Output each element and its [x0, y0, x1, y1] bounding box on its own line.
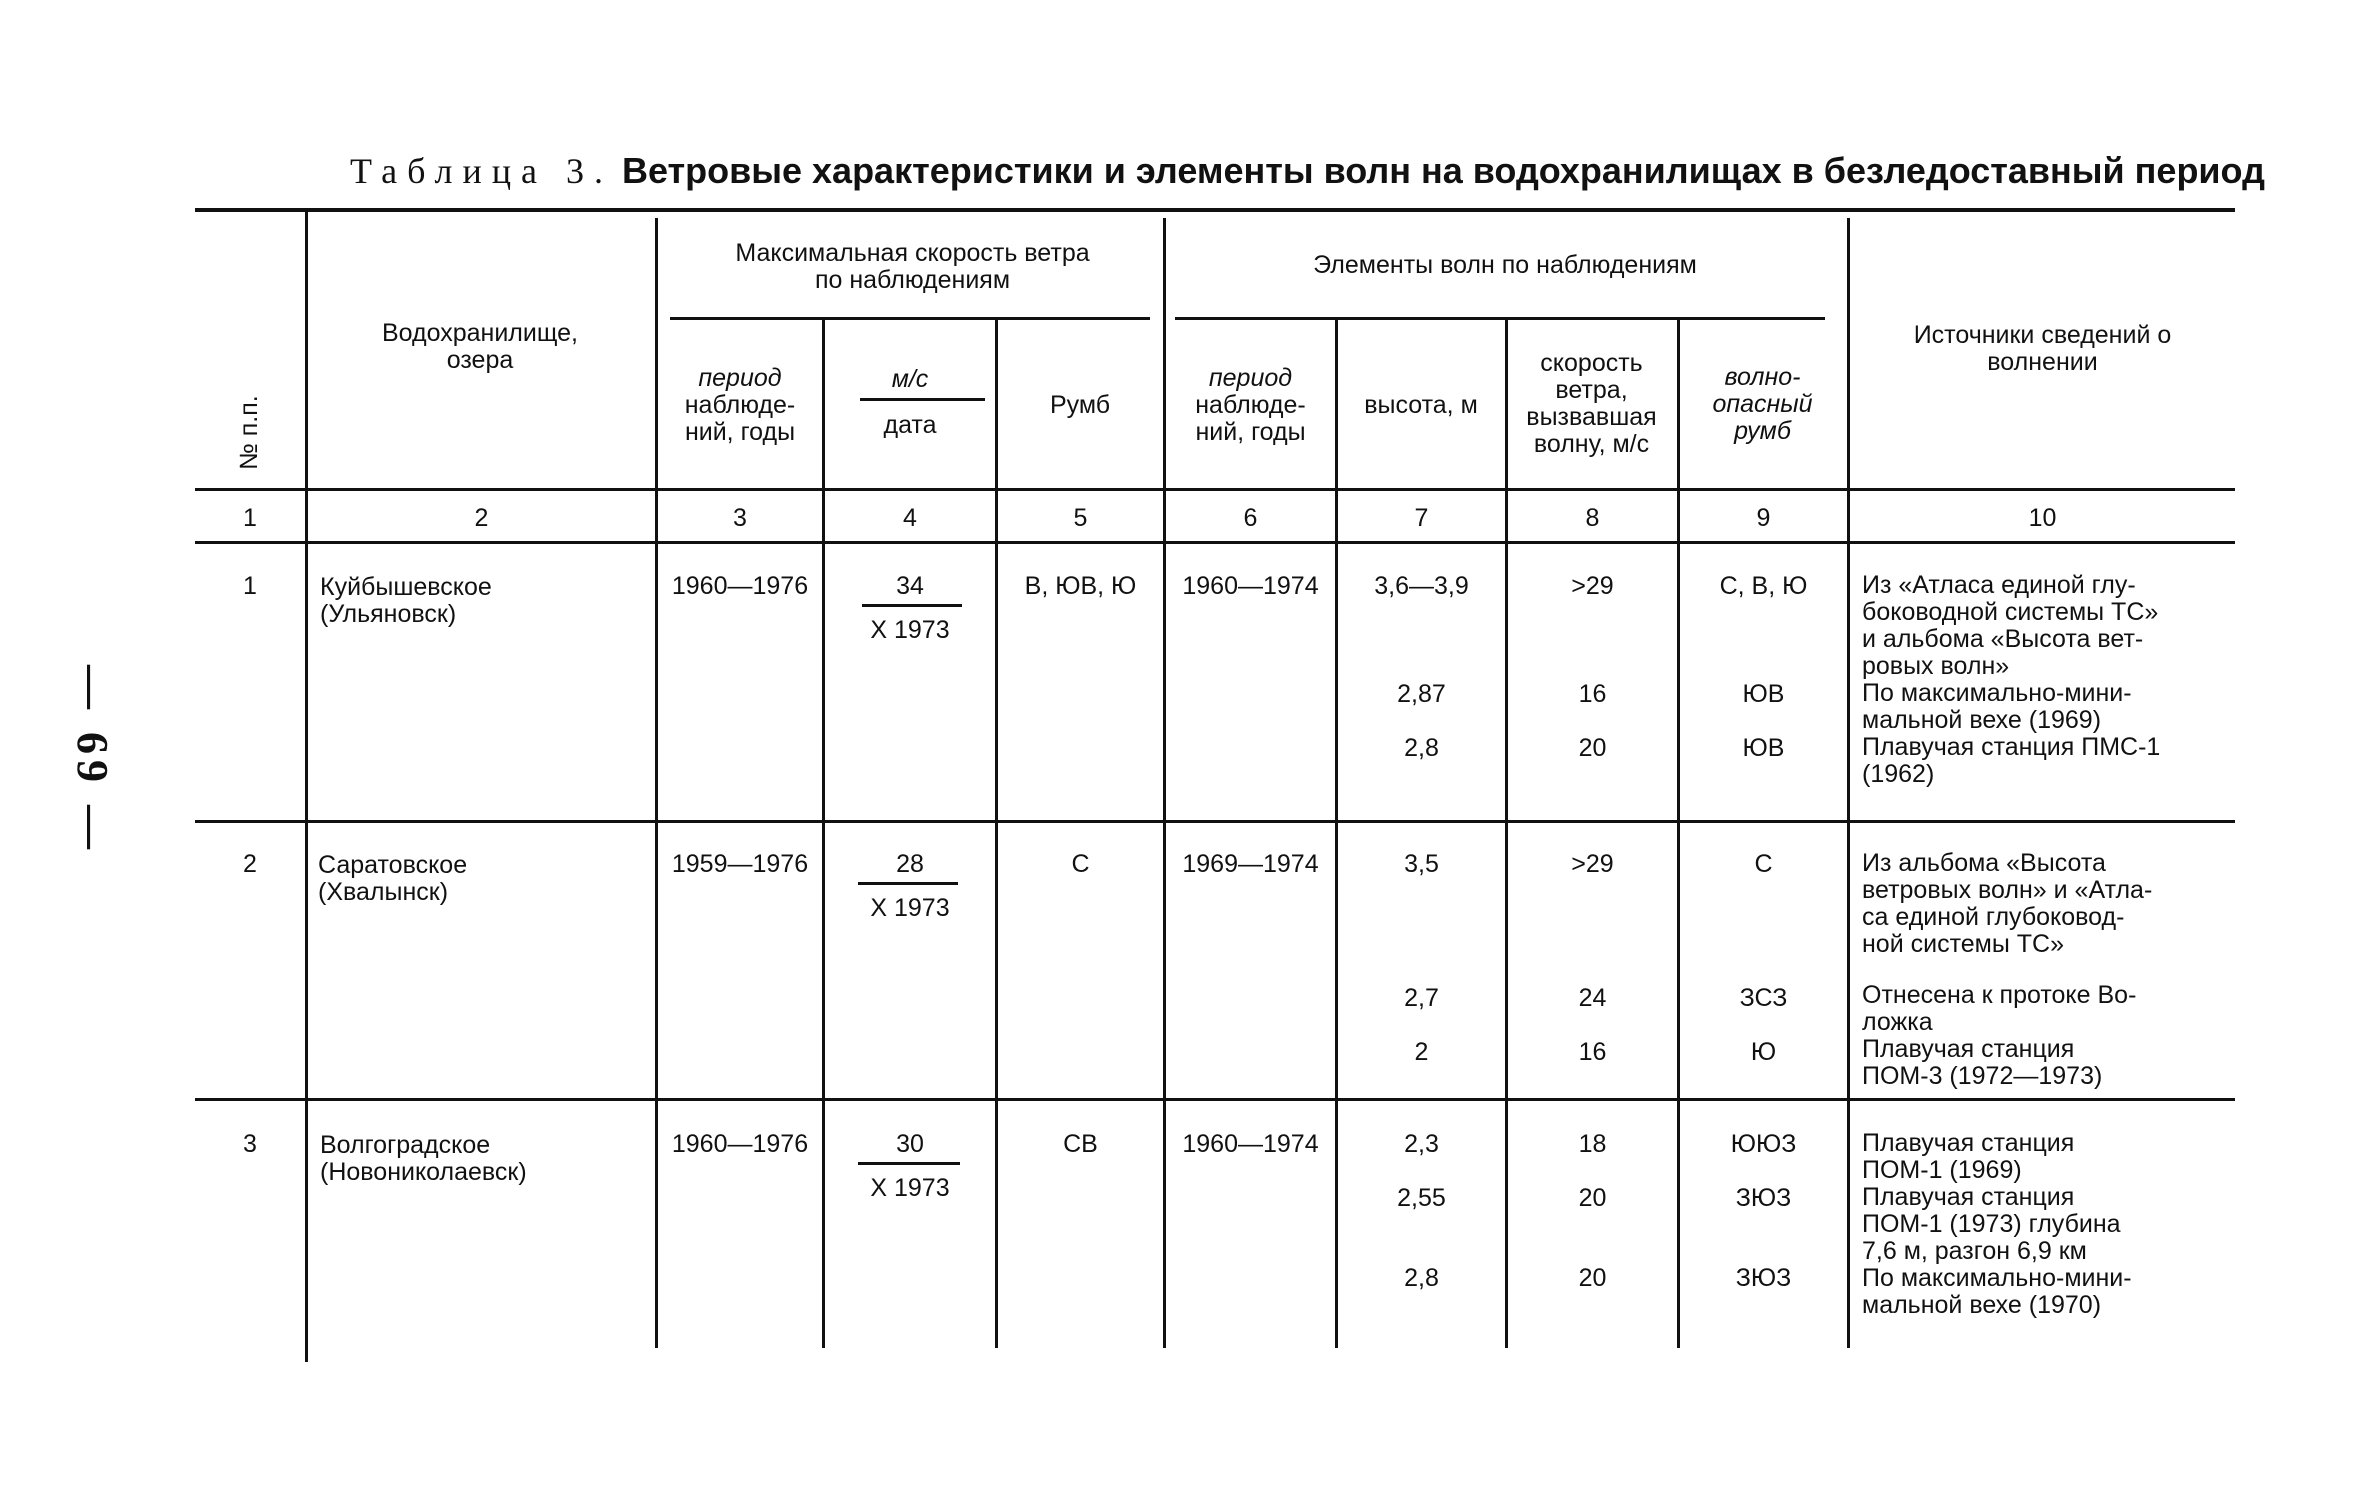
- wave-speed: 24: [1578, 984, 1607, 1012]
- fraction-bar: [858, 1162, 960, 1165]
- header-sources: [1855, 322, 2230, 376]
- table-title-label: Таблица 3.: [350, 151, 613, 191]
- header-wind-period-line: ний, годы: [684, 418, 796, 446]
- table-title: [350, 150, 2265, 192]
- header-waves-speed-line: вызвавшая: [1526, 403, 1657, 431]
- source-line: Из альбома «Высота: [1862, 849, 2106, 877]
- col-number: 9: [1756, 504, 1771, 532]
- source-line: По максимально-мини-: [1862, 1264, 2132, 1292]
- header-wind-period-line: наблюде-: [684, 391, 796, 419]
- wave-height: 2,8: [1404, 734, 1439, 762]
- col-number: 8: [1585, 504, 1600, 532]
- header-num: № п.п.: [235, 395, 263, 470]
- table-title-text: Ветровые характеристики и элементы волн на водохранилищах в безледоставный период: [621, 150, 2265, 191]
- header-reservoir-line: Водохранилище,: [381, 319, 578, 347]
- row-num: 1: [243, 572, 257, 600]
- rule-row1-bottom: [195, 820, 2235, 823]
- vline-1: [305, 212, 308, 1362]
- source-line: ложка: [1862, 1008, 1933, 1036]
- header-wind-group-line: Максимальная скорость ветра: [735, 239, 1090, 267]
- wind-period: 1959—1976: [671, 850, 809, 878]
- rule-top: [195, 208, 2235, 212]
- header-wind-period-line: период: [698, 364, 782, 392]
- wave-speed: 20: [1578, 1184, 1607, 1212]
- wave-speed: 20: [1578, 734, 1607, 762]
- reservoir-line: (Ульяновск): [320, 600, 457, 628]
- reservoir-line: (Хвалынск): [318, 878, 449, 906]
- wind-rumb: СВ: [1063, 1130, 1098, 1158]
- wave-height: 2,8: [1404, 1264, 1439, 1292]
- col-number: 10: [2028, 504, 2057, 532]
- source-line: ПОМ-1 (1973) глубина: [1862, 1210, 2121, 1238]
- header-waves-speed-line: скорость: [1540, 349, 1643, 377]
- fraction-bar: [858, 882, 958, 885]
- header-waves-group: Элементы волн по наблюдениям: [1313, 251, 1697, 279]
- row-num: 3: [243, 1130, 257, 1158]
- source-line: ПОМ-3 (1972—1973): [1862, 1062, 2103, 1090]
- col-number: 7: [1414, 504, 1429, 532]
- rule-ms-date: [860, 398, 985, 401]
- vline-4: [995, 318, 998, 1348]
- header-waves-speed-line: волну, м/с: [1533, 430, 1650, 458]
- header-waves-period-line: наблюде-: [1195, 391, 1306, 419]
- header-waves-rumb-line: опасный: [1712, 390, 1813, 418]
- wave-height: 3,6—3,9: [1374, 572, 1469, 600]
- row-num: 2: [243, 850, 257, 878]
- rule-wind-group: [670, 317, 1150, 320]
- row-sources: [1862, 1130, 2232, 1319]
- wind-date: X 1973: [870, 616, 950, 644]
- wind-rumb: В, ЮВ, Ю: [1024, 572, 1137, 600]
- page-number: — 69 —: [68, 665, 117, 855]
- source-line: ровых волн»: [1862, 652, 2010, 680]
- header-waves-rumb: [1680, 364, 1845, 445]
- wave-height: 2,55: [1397, 1184, 1446, 1212]
- rule-row2-bottom: [195, 1098, 2235, 1101]
- header-wind-rumb: Румб: [1049, 391, 1111, 419]
- wave-speed: >29: [1571, 572, 1614, 600]
- wave-speed: 16: [1578, 680, 1607, 708]
- header-waves-speed-line: ветра,: [1555, 376, 1628, 404]
- wave-rumb: ЗЮЗ: [1735, 1184, 1792, 1212]
- waves-period: 1969—1974: [1182, 850, 1319, 878]
- source-line: Из «Атласа единой глу-: [1862, 571, 2136, 599]
- header-waves-rumb-line: волно-: [1724, 363, 1801, 391]
- reservoir-line: Куйбышевское: [320, 573, 492, 601]
- fraction-bar: [862, 604, 962, 607]
- header-wind-period: [660, 365, 820, 446]
- source-line: и альбома «Высота вет-: [1862, 625, 2144, 653]
- source-line: (1962): [1862, 760, 1935, 788]
- source-line: Плавучая станция: [1862, 1035, 2075, 1063]
- header-waves-period: [1168, 365, 1333, 446]
- header-waves-height: высота, м: [1364, 391, 1478, 419]
- row-reservoir: [318, 852, 467, 906]
- wind-date: X 1973: [870, 894, 950, 922]
- col-number: 2: [474, 504, 489, 532]
- row-reservoir: [320, 574, 492, 628]
- wave-rumb: ЮВ: [1742, 734, 1785, 762]
- wave-height: 2,7: [1404, 984, 1439, 1012]
- wave-height: 2,87: [1397, 680, 1446, 708]
- waves-period: 1960—1974: [1182, 572, 1319, 600]
- rule-waves-group: [1175, 317, 1825, 320]
- col-number: 3: [733, 504, 747, 532]
- header-wind-date: дата: [883, 411, 937, 439]
- header-sources-line: Источники сведений о: [1913, 321, 2172, 349]
- header-waves-period-line: ний, годы: [1195, 418, 1306, 446]
- wave-rumb: ЗЮЗ: [1735, 1264, 1792, 1292]
- wave-speed: 16: [1578, 1038, 1607, 1066]
- wind-speed: 30: [896, 1130, 924, 1158]
- wind-rumb: С: [1071, 850, 1090, 878]
- row-reservoir: [320, 1132, 527, 1186]
- header-wind-ms: м/с: [891, 365, 929, 393]
- col-number: 6: [1243, 504, 1258, 532]
- wave-speed: 18: [1578, 1130, 1607, 1158]
- rule-numbers-bottom: [195, 541, 2235, 544]
- wind-speed: 28: [896, 850, 924, 878]
- header-wind-group: [665, 240, 1160, 294]
- source-line: Плавучая станция ПМС-1: [1862, 733, 2161, 761]
- source-line: мальной вехе (1970): [1862, 1291, 2102, 1319]
- vline-5: [1163, 218, 1166, 1348]
- wave-rumb: ЮВ: [1742, 680, 1785, 708]
- header-reservoir-line: озера: [446, 346, 514, 374]
- wind-period: 1960—1976: [671, 572, 809, 600]
- wave-height: 3,5: [1404, 850, 1439, 878]
- wind-date: X 1973: [870, 1174, 950, 1202]
- wind-period: 1960—1976: [671, 1130, 809, 1158]
- col-number: 4: [903, 504, 917, 532]
- source-line: ПОМ-1 (1969): [1862, 1156, 2022, 1184]
- source-line: ной системы ТС»: [1862, 930, 2064, 958]
- header-waves-speed: [1508, 350, 1675, 458]
- wave-rumb: С, В, Ю: [1719, 572, 1808, 600]
- source-line: мальной вехе (1969): [1862, 706, 2102, 734]
- source-line: 7,6 м, разгон 6,9 км: [1862, 1237, 2087, 1265]
- row-sources: [1862, 850, 2232, 1090]
- wave-height: 2: [1414, 1038, 1429, 1066]
- col-number: 5: [1073, 504, 1088, 532]
- reservoir-line: (Новониколаевск): [320, 1158, 527, 1186]
- vline-9: [1847, 218, 1850, 1348]
- source-line: Отнесена к протоке Во-: [1862, 981, 2137, 1009]
- header-waves-rumb-line: румб: [1734, 417, 1791, 445]
- wind-speed: 34: [896, 572, 924, 600]
- source-line: Плавучая станция: [1862, 1129, 2075, 1157]
- header-sources-line: волнении: [1987, 348, 2098, 376]
- header-reservoir: [315, 320, 645, 374]
- wave-rumb: ЮЮЗ: [1730, 1130, 1797, 1158]
- source-line: Плавучая станция: [1862, 1183, 2075, 1211]
- col-number: 1: [243, 504, 257, 532]
- source-line: По максимально-мини-: [1862, 679, 2132, 707]
- wave-rumb: Ю: [1750, 1038, 1777, 1066]
- header-wind-group-line: по наблюдениям: [814, 266, 1011, 294]
- header-waves-period-line: период: [1208, 364, 1293, 392]
- waves-period: 1960—1974: [1182, 1130, 1319, 1158]
- source-line: са единой глубоковод-: [1862, 903, 2125, 931]
- reservoir-line: Волгоградское: [320, 1131, 491, 1159]
- rule-header-bottom: [195, 488, 2235, 491]
- wave-rumb: С: [1754, 850, 1773, 878]
- row-sources: [1862, 572, 2232, 788]
- wave-height: 2,3: [1404, 1130, 1439, 1158]
- wave-speed: >29: [1571, 850, 1614, 878]
- source-line: боководной системы ТС»: [1862, 598, 2159, 626]
- reservoir-line: Саратовское: [318, 851, 468, 879]
- vline-2: [655, 218, 658, 1348]
- wave-rumb: ЗСЗ: [1739, 984, 1788, 1012]
- source-line: ветровых волн» и «Атла-: [1862, 876, 2153, 904]
- wave-speed: 20: [1578, 1264, 1607, 1292]
